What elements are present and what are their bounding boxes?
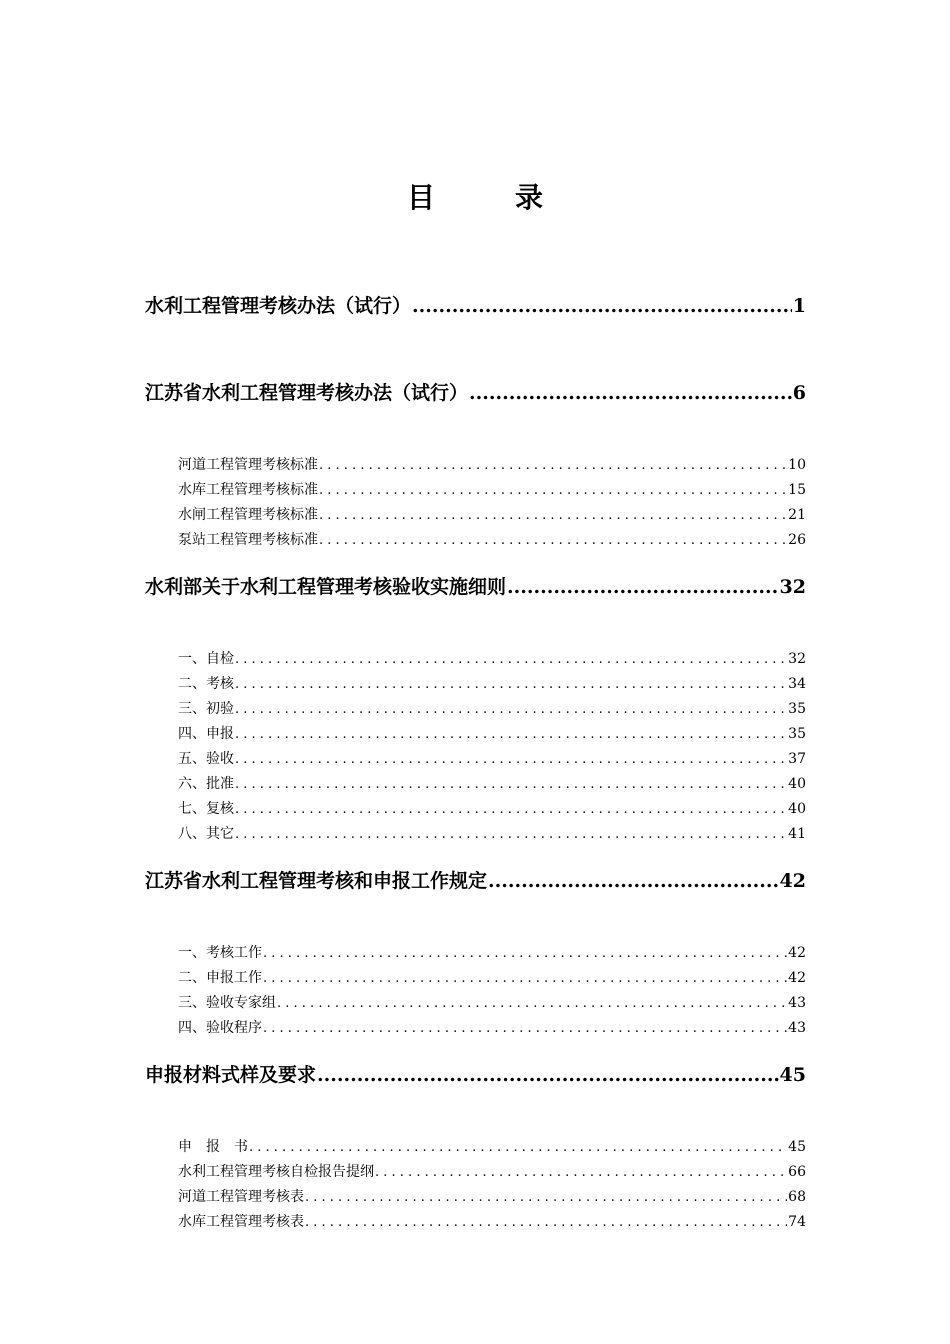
toc-item-text: 四、申报 bbox=[178, 726, 234, 742]
toc-page-number: 68 bbox=[788, 1189, 806, 1205]
toc-page-number: 66 bbox=[788, 1164, 806, 1180]
toc-leader bbox=[235, 673, 787, 695]
toc-leader bbox=[263, 967, 787, 989]
toc-leader bbox=[235, 723, 787, 745]
toc-page-number: 43 bbox=[788, 1020, 806, 1036]
toc-page-number: 35 bbox=[788, 726, 806, 742]
toc-page-number: 1 bbox=[792, 295, 806, 317]
toc-page-number: 42 bbox=[788, 970, 806, 986]
toc-item-text: 二、考核 bbox=[178, 676, 234, 692]
toc-leader bbox=[507, 573, 779, 601]
toc-page-number: 37 bbox=[788, 751, 806, 767]
toc-item-text: 六、批准 bbox=[178, 776, 234, 792]
toc-item[interactable] bbox=[178, 773, 806, 795]
toc-item-text: 五、验收 bbox=[178, 751, 234, 767]
toc-item-text: 申 报 书 bbox=[178, 1139, 248, 1155]
toc-item[interactable] bbox=[178, 454, 806, 476]
toc-item-text: 水闸工程管理考核标准 bbox=[178, 507, 318, 523]
toc-item-text: 泵站工程管理考核标准 bbox=[178, 532, 318, 548]
toc-leader bbox=[319, 504, 787, 526]
toc-leader bbox=[263, 942, 787, 964]
toc-leader bbox=[317, 1061, 779, 1089]
toc-item-text: 二、申报工作 bbox=[178, 970, 262, 986]
toc-item[interactable] bbox=[178, 648, 806, 670]
toc-leader bbox=[277, 992, 787, 1014]
toc-leader bbox=[235, 698, 787, 720]
toc-item-text: 四、验收程序 bbox=[178, 1020, 262, 1036]
toc-item-text: 一、自检 bbox=[178, 651, 234, 667]
toc-leader bbox=[375, 1161, 787, 1183]
toc-leader bbox=[235, 798, 787, 820]
toc-page-number: 32 bbox=[788, 651, 806, 667]
toc-page-number: 26 bbox=[788, 532, 806, 548]
toc-item[interactable] bbox=[178, 698, 806, 720]
toc-leader bbox=[249, 1136, 787, 1158]
toc-item[interactable] bbox=[178, 823, 806, 845]
toc-page-number: 45 bbox=[779, 1064, 806, 1086]
toc-leader bbox=[263, 1017, 787, 1039]
toc-leader bbox=[488, 867, 779, 895]
page-title: 目 录 bbox=[406, 181, 569, 214]
toc-page-number: 42 bbox=[788, 945, 806, 961]
toc-leader bbox=[235, 823, 787, 845]
toc-item[interactable] bbox=[178, 798, 806, 820]
toc-item[interactable] bbox=[178, 504, 806, 526]
toc-item-text: 一、考核工作 bbox=[178, 945, 262, 961]
toc-item[interactable] bbox=[178, 479, 806, 501]
toc-heading[interactable] bbox=[145, 379, 806, 407]
toc-item[interactable] bbox=[178, 967, 806, 989]
toc-item[interactable] bbox=[178, 529, 806, 551]
toc-leader bbox=[305, 1186, 787, 1208]
toc-page-number: 21 bbox=[788, 507, 806, 523]
toc-heading-text: 申报材料式样及要求 bbox=[145, 1064, 317, 1086]
toc-heading-text: 江苏省水利工程管理考核办法（试行） bbox=[145, 382, 469, 404]
toc-page-number: 35 bbox=[788, 701, 806, 717]
toc-heading[interactable] bbox=[145, 1061, 806, 1089]
toc-item-text: 水利工程管理考核自检报告提纲 bbox=[178, 1164, 374, 1180]
toc-item[interactable] bbox=[178, 992, 806, 1014]
toc-item[interactable] bbox=[178, 1211, 806, 1233]
toc-leader bbox=[319, 529, 787, 551]
toc-leader bbox=[469, 379, 792, 407]
toc-heading-text: 水利工程管理考核办法（试行） bbox=[145, 295, 412, 317]
toc-page-number: 43 bbox=[788, 995, 806, 1011]
toc-heading[interactable] bbox=[145, 867, 806, 895]
toc-page-number: 10 bbox=[788, 457, 806, 473]
toc-page-number: 6 bbox=[792, 382, 806, 404]
toc-leader bbox=[319, 479, 787, 501]
toc-page-number: 15 bbox=[788, 482, 806, 498]
toc-item-text: 八、其它 bbox=[178, 826, 234, 842]
toc-page-number: 74 bbox=[788, 1214, 806, 1230]
toc-item[interactable] bbox=[178, 1017, 806, 1039]
toc-page-number: 32 bbox=[779, 576, 806, 598]
toc-item[interactable] bbox=[178, 1186, 806, 1208]
toc-item[interactable] bbox=[178, 1136, 806, 1158]
toc-item[interactable] bbox=[178, 1161, 806, 1183]
toc-item[interactable] bbox=[178, 942, 806, 964]
toc-item[interactable] bbox=[178, 723, 806, 745]
toc-leader bbox=[235, 748, 787, 770]
toc-item-text: 三、验收专家组 bbox=[178, 995, 276, 1011]
toc-item-text: 河道工程管理考核标准 bbox=[178, 457, 318, 473]
toc-page-number: 45 bbox=[788, 1139, 806, 1155]
toc-leader bbox=[235, 773, 787, 795]
toc-page-number: 40 bbox=[788, 801, 806, 817]
toc-item-text: 水库工程管理考核表 bbox=[178, 1214, 304, 1230]
toc-item-text: 河道工程管理考核表 bbox=[178, 1189, 304, 1205]
toc-heading-text: 江苏省水利工程管理考核和申报工作规定 bbox=[145, 870, 488, 892]
toc-heading[interactable] bbox=[145, 292, 806, 320]
toc-item-text: 七、复核 bbox=[178, 801, 234, 817]
toc-page-number: 42 bbox=[779, 870, 806, 892]
toc-page-number: 40 bbox=[788, 776, 806, 792]
toc-leader bbox=[235, 648, 787, 670]
toc-heading[interactable] bbox=[145, 573, 806, 601]
toc-item[interactable] bbox=[178, 748, 806, 770]
toc-item-text: 三、初验 bbox=[178, 701, 234, 717]
toc-item[interactable] bbox=[178, 673, 806, 695]
toc-item-text: 水库工程管理考核标准 bbox=[178, 482, 318, 498]
toc-heading-text: 水利部关于水利工程管理考核验收实施细则 bbox=[145, 576, 507, 598]
toc-leader bbox=[319, 454, 787, 476]
toc-leader bbox=[412, 292, 792, 320]
toc-page-number: 41 bbox=[788, 826, 806, 842]
toc-leader bbox=[305, 1211, 787, 1233]
toc-page-number: 34 bbox=[788, 676, 806, 692]
